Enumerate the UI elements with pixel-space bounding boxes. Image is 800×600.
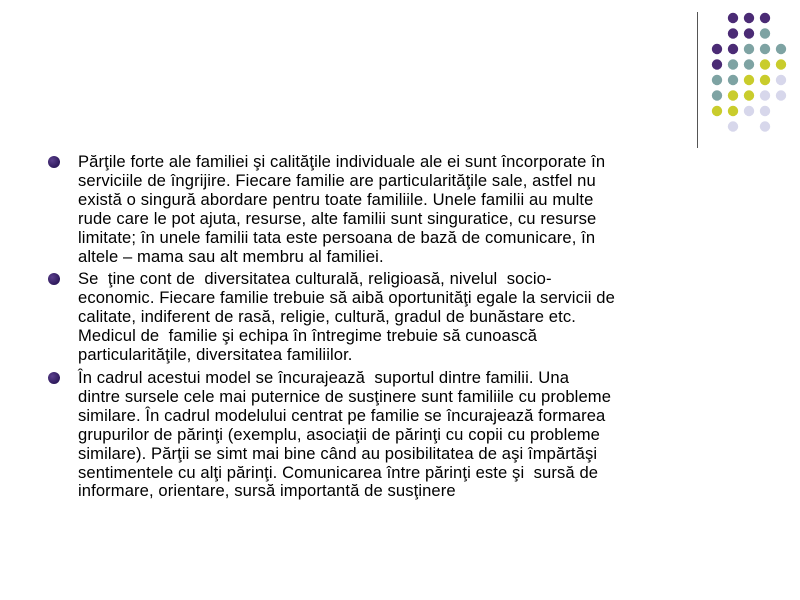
decorative-dot (744, 106, 754, 116)
bullet-text: Se ţine cont de diversitatea culturală, religioasă, nivelul socio- economic. Fiecare familie trebuie să aibă oportunităţi egale la servicii de calitate, indiferent de rasă, religie, cultură, gradul de bunăstare etc. Medicul de familie şi echipa în întregime trebuie să cunoască particularităţile, diversitatea familiilor. (78, 269, 615, 365)
decorative-dot (744, 75, 754, 85)
decorative-dot (712, 59, 722, 69)
decorative-dot (776, 44, 786, 54)
bullet-dot-icon (48, 273, 60, 285)
decorative-dot (744, 13, 754, 23)
bullet-text: Părţile forte ale familiei şi calităţile individuale ale ei sunt încorporate în serviciile de îngrijire. Fiecare familie are particularităţile sale, astfel nu există o singură abordare pentru toate familiile. Unele familii au multe rude care le pot ajuta, resurse, alte familii sunt singuratice, cu resurse limitate; în unele familii tata este persoana de bază de comunicare, în altele – mama sau alt membru al familiei. (78, 152, 606, 266)
decorative-dot (728, 59, 738, 69)
decorative-dot (744, 90, 754, 100)
decorative-dot (728, 121, 738, 131)
decorative-dot (760, 13, 770, 23)
decorative-dot (728, 90, 738, 100)
decorative-dot (712, 106, 722, 116)
decorative-dot (760, 28, 770, 38)
decorative-dot (776, 59, 786, 69)
decorative-dot (728, 75, 738, 85)
bullet-item-cultural-diversity (48, 270, 768, 365)
decorative-dot (760, 75, 770, 85)
decorative-dot (712, 75, 722, 85)
decorative-dot (760, 106, 770, 116)
decorative-dot (760, 59, 770, 69)
decorative-dot (760, 44, 770, 54)
decorative-dot (728, 13, 738, 23)
bullet-dot-icon (48, 156, 60, 168)
decorative-dot (744, 28, 754, 38)
decorative-dot (760, 121, 770, 131)
decorative-dot (760, 90, 770, 100)
decorative-dot (744, 59, 754, 69)
bullet-item-family-support (48, 369, 768, 501)
bullet-list (48, 153, 768, 505)
bullet-text: În cadrul acestui model se încurajează suportul dintre familii. Una dintre sursele cele mai puternice de susţinere sunt familiile cu probleme similare. În cadrul modelului centrat pe familie se încurajează formarea grupurilor de părinţi (exemplu, asociaţii de părinţi cu copii cu probleme similare). Părţii se simt mai bine când au posibilitatea de aşi împărtăşi sentimentele cu alţi părinţi. Comunicarea între părinţi este şi sursă de informare, orientare, sursă importantă de susţinere (78, 367, 612, 501)
decorative-dot-grid (0, 0, 800, 150)
bullet-dot-icon (48, 372, 60, 384)
decorative-dot (728, 44, 738, 54)
decorative-dot (744, 44, 754, 54)
decorative-dot (712, 44, 722, 54)
vertical-divider-line (697, 12, 698, 148)
decorative-dot (776, 75, 786, 85)
decorative-dot (728, 28, 738, 38)
bullet-item-families-strengths (48, 153, 768, 266)
decorative-dot (728, 106, 738, 116)
decorative-dot (776, 90, 786, 100)
decorative-dot (712, 90, 722, 100)
